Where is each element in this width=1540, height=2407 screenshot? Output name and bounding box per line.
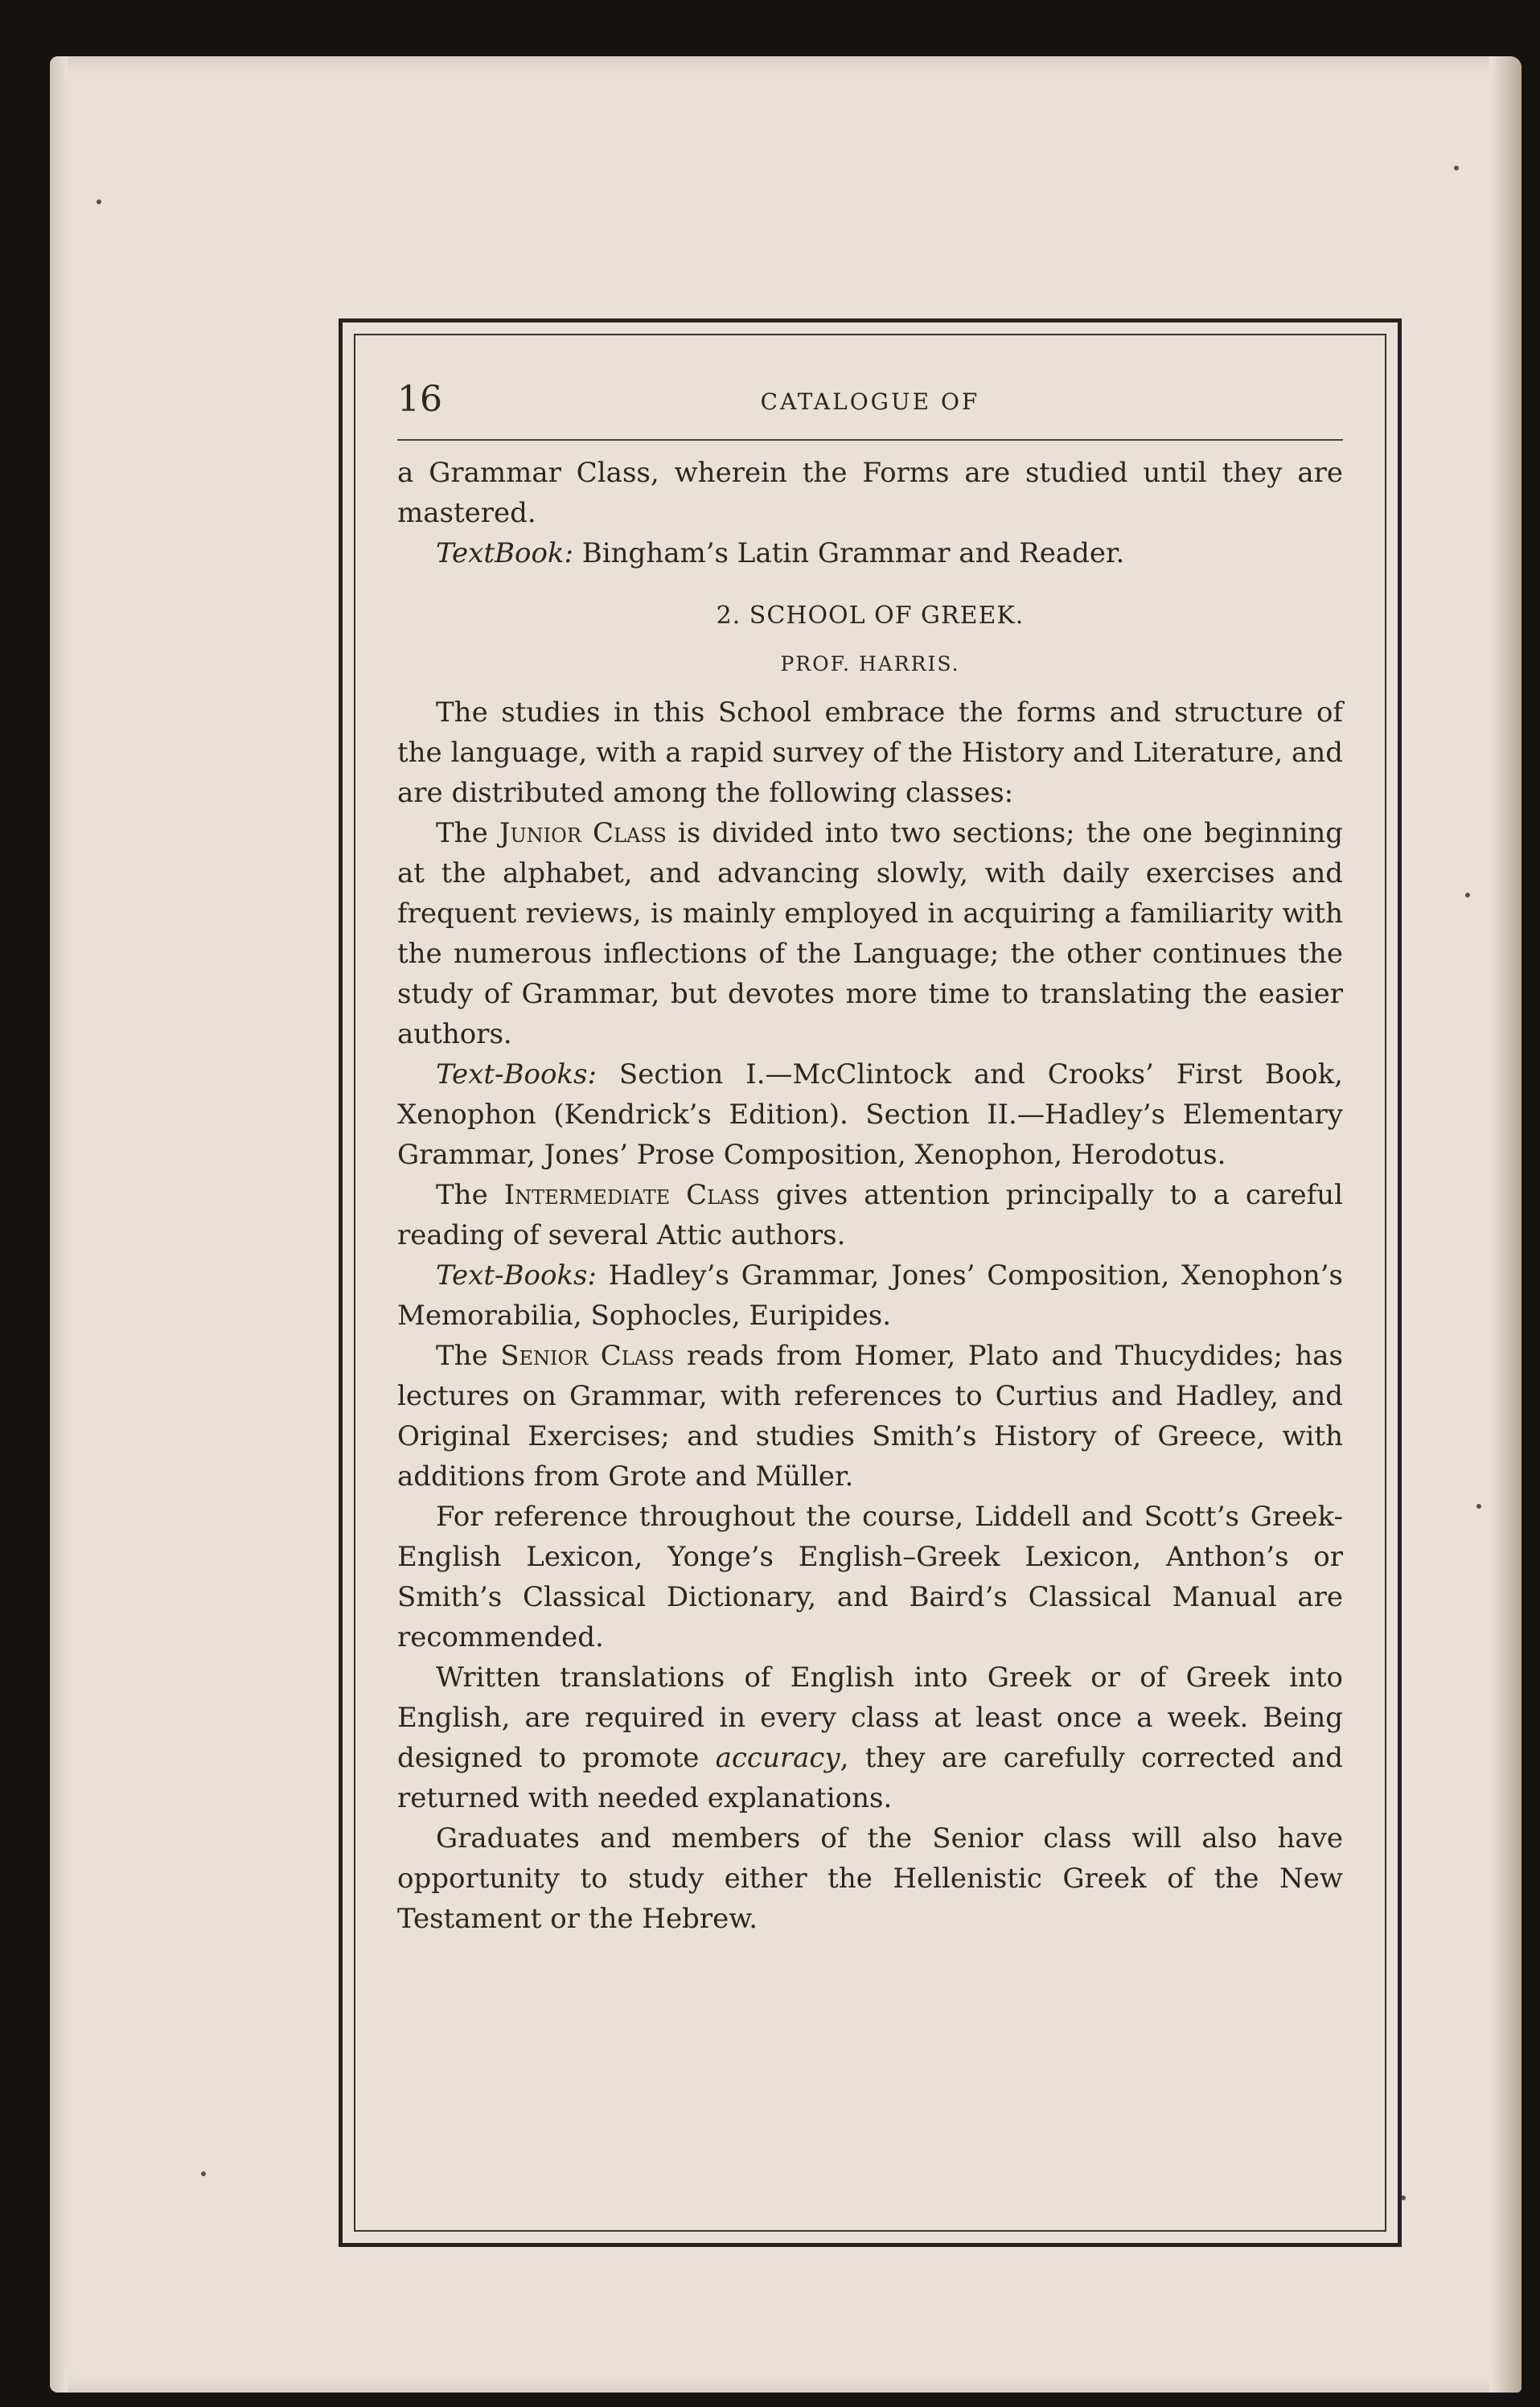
translations-text-a: Written translations of English into Greek or of Greek into English, are required in every class at least once a week. Being designed to promote xyxy=(397,1661,1343,1774)
junior-lead: The xyxy=(436,817,499,849)
header-rule xyxy=(397,439,1343,441)
junior-books-text: Section I.—McClintock and Crooks’ First Book, Xenophon (Kendrick’s Edition). Section II.—Hadley’s Elementary Grammar, Jones’ Prose Composition, Xenophon, Herodotus. xyxy=(397,1058,1343,1171)
running-head xyxy=(397,377,1343,433)
ink-speck xyxy=(1476,1504,1481,1509)
textbooks-label: Text-Books: xyxy=(436,1259,597,1292)
paragraph-reference: For reference throughout the course, Liddell and Scott’s Greek-English Lexicon, Yonge’s English–Greek Lexicon, Anthon’s or Smith’s Classical Dictionary, and Baird’s Classical Manual are recommended. xyxy=(397,1501,1343,1653)
ink-speck xyxy=(97,199,101,204)
intermediate-class-label: Intermediate Class xyxy=(503,1179,760,1211)
intermediate-text: gives attention principally to a careful reading of several Attic authors. xyxy=(397,1179,1343,1251)
paragraph-intermediate xyxy=(397,1175,1343,1255)
translations-accuracy: accuracy xyxy=(715,1742,840,1774)
book-page xyxy=(50,56,1522,2393)
textbook-label: TextBook: xyxy=(436,537,573,569)
ink-speck xyxy=(1465,893,1470,897)
paragraph-graduates: Graduates and members of the Senior class will also have opportunity to study either the Hellenistic Greek of the New Testament or the Hebrew. xyxy=(397,1822,1343,1935)
page-number: 16 xyxy=(397,379,442,420)
paragraph-junior-books xyxy=(397,1054,1343,1175)
paragraph-junior xyxy=(397,813,1343,1054)
page-border-outer xyxy=(339,318,1402,2247)
paragraph-intro: a Grammar Class, wherein the Forms are studied until they are mastered. xyxy=(397,457,1343,529)
translations-text-b: , they are carefully corrected and returned with needed explanations. xyxy=(397,1742,1343,1814)
senior-lead: The xyxy=(436,1340,501,1372)
textbooks-label: Text-Books: xyxy=(436,1058,597,1091)
body-text xyxy=(397,453,1343,1939)
intermediate-lead: The xyxy=(436,1179,504,1211)
professor-heading: PROF. HARRIS. xyxy=(780,652,960,676)
running-title: CATALOGUE OF xyxy=(760,388,980,415)
paragraph-textbook xyxy=(397,533,1343,573)
paragraph-intermediate-books xyxy=(397,1255,1343,1336)
senior-text: reads from Homer, Plato and Thucydides; has lectures on Grammar, with references to Curtius and Hadley, and Original Exercises; and studies Smith’s History of Greece, with additions from Grote and Müller. xyxy=(397,1340,1344,1493)
junior-text: is divided into two sections; the one beginning at the alphabet, and advancing slowly, with daily exercises and frequent reviews, is mainly employed in acquiring a familiarity with the numerous inflections of the Language; the other continues the study of Grammar, but devotes more time to translating the easier authors. xyxy=(397,817,1343,1050)
intermediate-books-text: Hadley’s Grammar, Jones’ Composition, Xenophon’s Memorabilia, Sophocles, Euripides. xyxy=(397,1259,1343,1332)
junior-class-label: Junior Class xyxy=(499,817,667,849)
ink-speck xyxy=(201,2171,206,2176)
paragraph-senior xyxy=(397,1336,1343,1497)
senior-class-label: Senior Class xyxy=(500,1340,675,1372)
paragraph-translations xyxy=(397,1657,1343,1818)
section-heading: 2. SCHOOL OF GREEK. xyxy=(716,602,1025,630)
ink-speck xyxy=(1454,166,1459,170)
paragraph-studies: The studies in this School embrace the forms and structure of the language, with a rapid survey of the History and Literature, and are distributed among the following classes: xyxy=(397,696,1343,809)
textbook-text: Bingham’s Latin Grammar and Reader. xyxy=(573,537,1125,569)
page-border-inner xyxy=(354,334,1386,2232)
